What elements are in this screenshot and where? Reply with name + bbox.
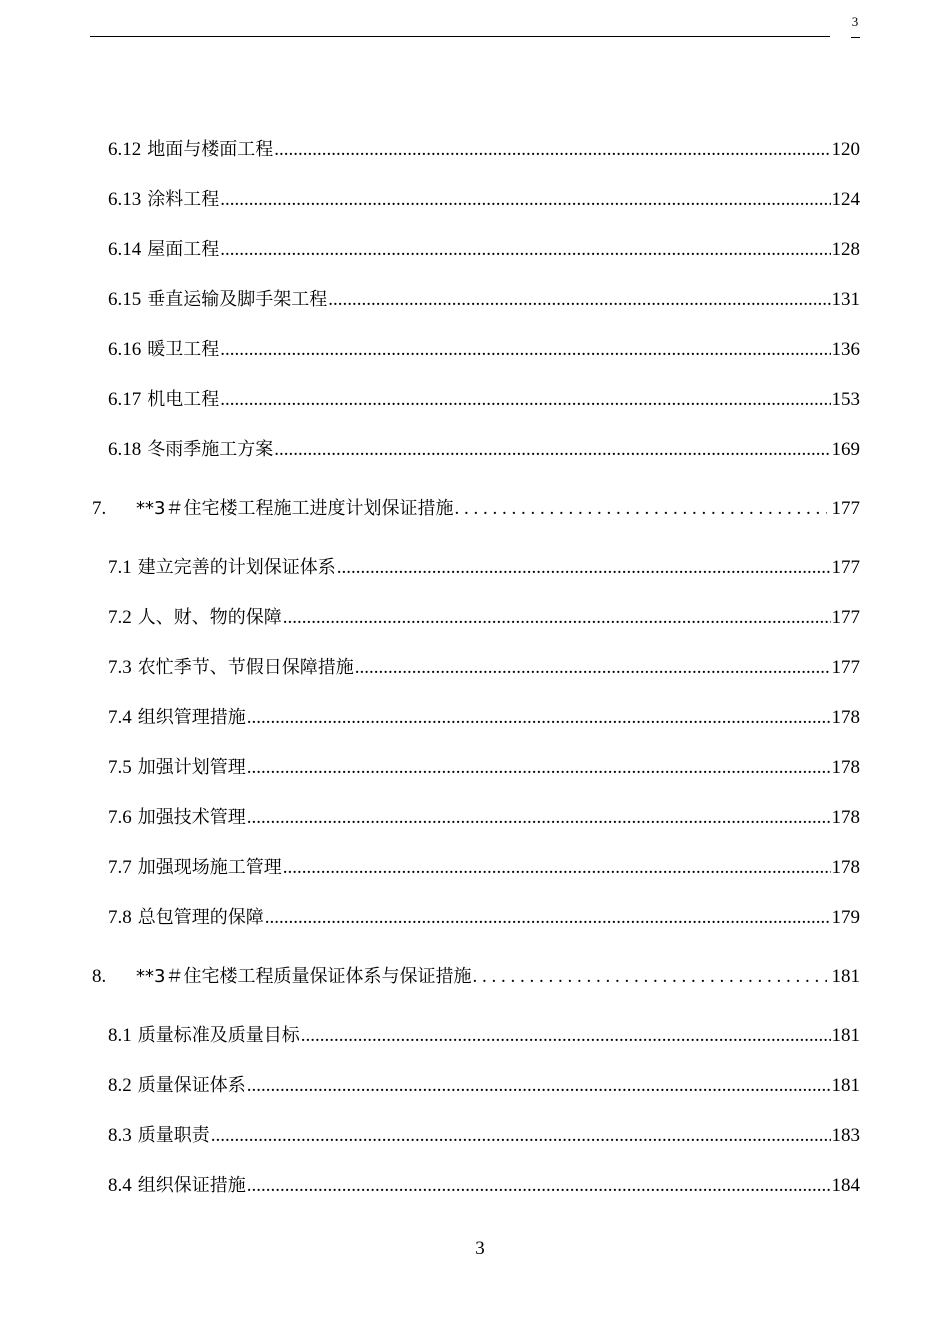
footer-page-number: 3 [475,1238,485,1259]
toc-entry-title: 建立完善的计划保证体系 [137,557,336,578]
toc-entry-page: 124 [831,189,860,210]
toc-dot-leader [337,556,831,580]
toc-dot-leader [220,188,830,212]
toc-dot-leader [247,1174,831,1198]
toc-dot-leader [328,288,830,312]
toc-dot-leader [472,965,826,989]
toc-entry-number: 6.17 [108,389,142,410]
toc-entry-title: 组织保证措施 [137,1175,246,1196]
toc-entry-number: 7.6 [108,807,132,828]
toc-entry-title: 组织管理措施 [137,707,246,728]
toc-section-entry[interactable] [108,856,860,880]
toc-dot-leader [220,338,830,362]
toc-dot-leader [274,138,830,162]
toc-dot-leader [247,1074,831,1098]
toc-entry-title: 质量职责 [137,1125,210,1146]
toc-entry-page: 136 [831,339,860,360]
toc-entry-title: **3＃住宅楼工程质量保证体系与保证措施 [136,966,472,987]
toc-entry-number: 7.3 [108,657,132,678]
toc-entry-page: 184 [831,1175,860,1196]
toc-entry-title: 暖卫工程 [147,339,220,360]
toc-entry-page: 178 [831,857,860,878]
toc-entry-title: 涂料工程 [147,189,220,210]
toc-entry-number: 7. [92,498,107,519]
toc-entry-number: 6.14 [108,239,142,260]
toc-entry-page: 178 [831,757,860,778]
toc-dot-leader [355,656,831,680]
toc-section-entry[interactable] [108,1074,860,1098]
toc-section-entry[interactable] [108,138,860,162]
toc-section-entry[interactable] [108,706,860,730]
toc-dot-leader [211,1124,831,1148]
toc-dot-leader [247,756,831,780]
toc-entry-page: 128 [831,239,860,260]
toc-entry-page: 177 [831,498,860,519]
toc-dot-leader [283,606,831,630]
toc-dot-leader [220,388,830,412]
toc-entry-number: 6.13 [108,189,142,210]
toc-entry-page: 183 [831,1125,860,1146]
toc-entry-page: 178 [831,807,860,828]
toc-entry-page: 153 [831,389,860,410]
toc-section-entry[interactable] [108,388,860,412]
toc-entry-number: 7.2 [108,607,132,628]
toc-dot-leader [283,856,831,880]
toc-entry-number: 6.12 [108,139,142,160]
toc-section-entry[interactable] [108,288,860,312]
toc-entry-number: 7.4 [108,707,132,728]
toc-section-entry[interactable] [108,1174,860,1198]
toc-chapter-entry[interactable] [92,965,860,989]
toc-section-entry[interactable] [108,238,860,262]
toc-section-entry[interactable] [108,656,860,680]
toc-section-entry[interactable] [108,188,860,212]
toc-entry-page: 181 [831,966,860,987]
toc-entry-page: 181 [831,1075,860,1096]
toc-entry-number: 7.7 [108,857,132,878]
toc-entry-number: 8. [92,966,107,987]
toc-entry-page: 169 [831,439,860,460]
toc-entry-title: **3＃住宅楼工程施工进度计划保证措施 [136,498,454,519]
toc-entry-number: 8.3 [108,1125,132,1146]
toc-dot-leader [274,438,830,462]
toc-dot-leader [454,497,826,521]
toc-entry-title: 质量保证体系 [137,1075,246,1096]
toc-entry-number: 8.2 [108,1075,132,1096]
toc-entry-page: 181 [831,1025,860,1046]
toc-section-entry[interactable] [108,438,860,462]
toc-section-entry[interactable] [108,906,860,930]
toc-entry-title: 加强技术管理 [137,807,246,828]
toc-entry-title: 地面与楼面工程 [147,139,274,160]
toc-dot-leader [265,906,831,930]
toc-entry-title: 人、财、物的保障 [137,607,282,628]
toc-entry-number: 7.1 [108,557,132,578]
toc-entry-number: 6.16 [108,339,142,360]
toc-section-entry[interactable] [108,806,860,830]
toc-chapter-entry[interactable] [92,497,860,521]
toc-entry-page: 177 [831,607,860,628]
toc-entry-title: 质量标准及质量目标 [137,1025,300,1046]
toc-entry-page: 179 [831,907,860,928]
toc-entry-title: 加强现场施工管理 [137,857,282,878]
toc-entry-title: 屋面工程 [147,239,220,260]
toc-entry-title: 机电工程 [147,389,220,410]
toc-entry-title: 农忙季节、节假日保障措施 [137,657,354,678]
toc-entry-title: 加强计划管理 [137,757,246,778]
toc-section-entry[interactable] [108,606,860,630]
toc-dot-leader [220,238,830,262]
toc-entry-number: 8.1 [108,1025,132,1046]
toc-entry-page: 178 [831,707,860,728]
toc-section-entry[interactable] [108,1124,860,1148]
toc-entry-number: 6.18 [108,439,142,460]
toc-section-entry[interactable] [108,756,860,780]
toc-entry-title: 垂直运输及脚手架工程 [147,289,328,310]
toc-entry-number: 7.8 [108,907,132,928]
toc-section-entry[interactable] [108,1024,860,1048]
header-page-number: 3 [851,14,859,29]
toc-entry-number: 8.4 [108,1175,132,1196]
toc-entry-page: 120 [831,139,860,160]
toc-entry-page: 131 [831,289,860,310]
toc-dot-leader [301,1024,831,1048]
toc-section-entry[interactable] [108,338,860,362]
toc-entry-page: 177 [831,657,860,678]
toc-dot-leader [247,806,831,830]
toc-entry-page: 177 [831,557,860,578]
toc-dot-leader [247,706,831,730]
toc-section-entry[interactable] [108,556,860,580]
toc-entry-number: 6.15 [108,289,142,310]
toc-entry-title: 冬雨季施工方案 [147,439,274,460]
toc-entry-number: 7.5 [108,757,132,778]
toc-entry-title: 总包管理的保障 [137,907,264,928]
